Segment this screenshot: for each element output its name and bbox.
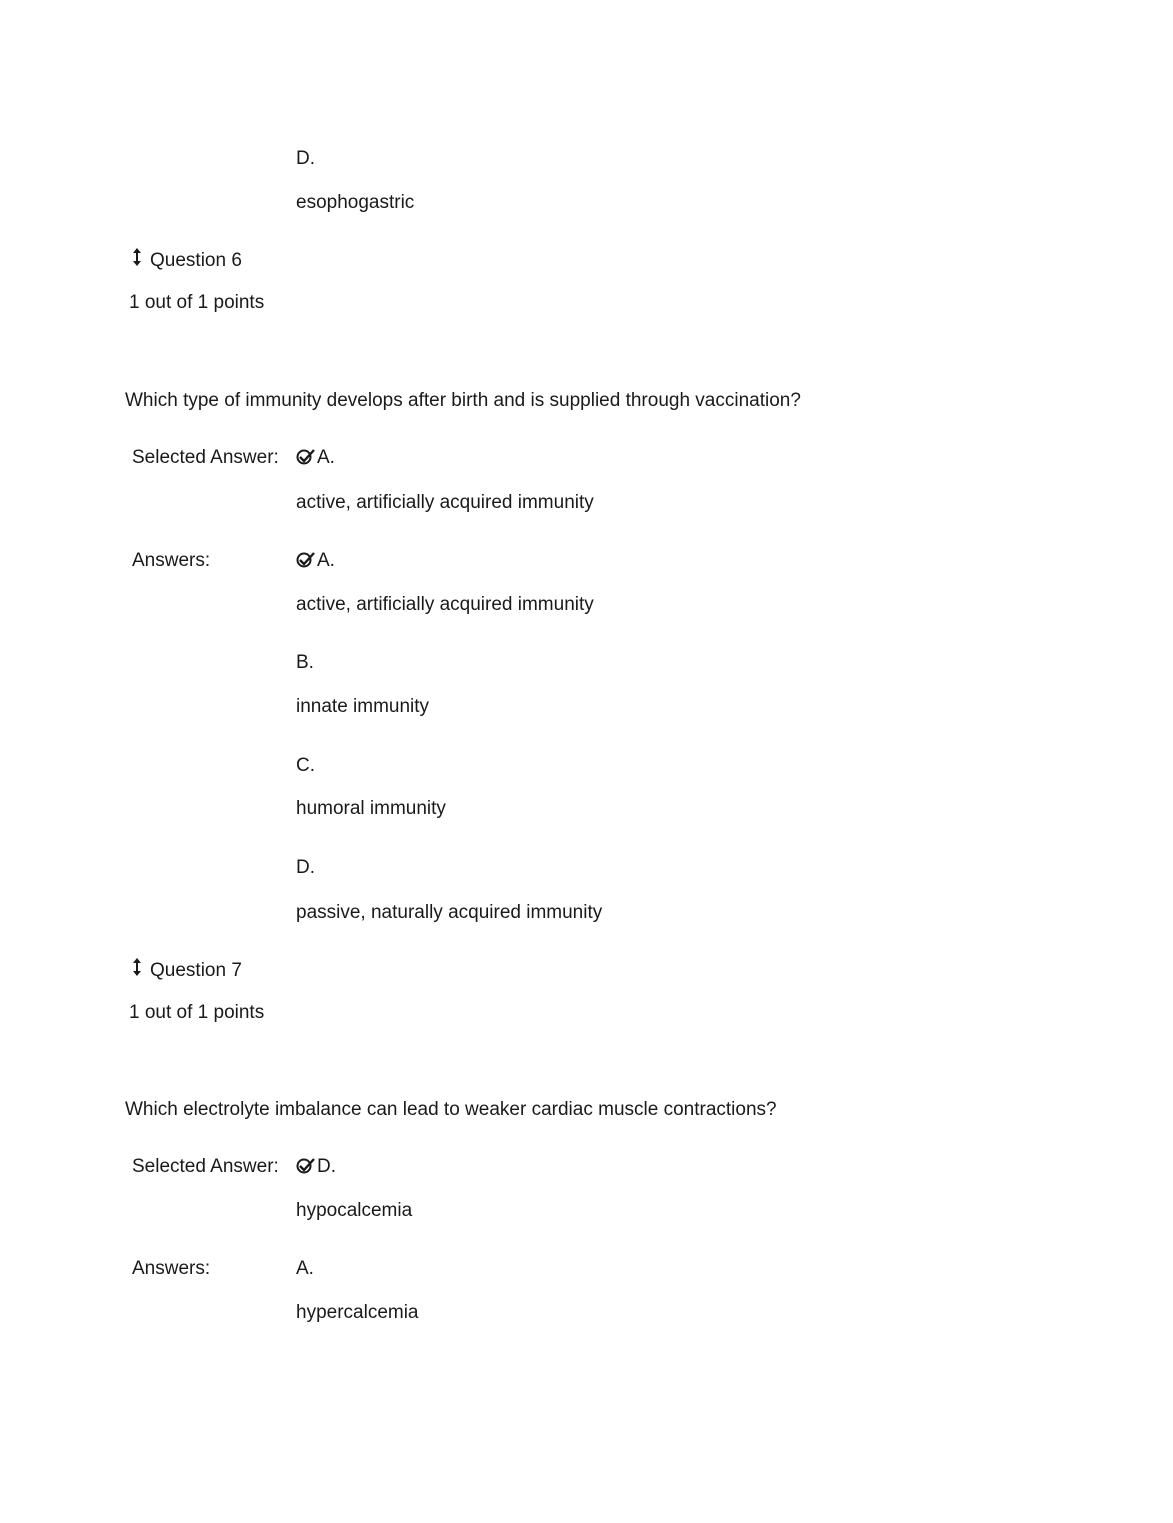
correct-check-icon xyxy=(296,448,316,465)
selected-answer-letter: A. xyxy=(296,446,335,470)
question-6-points: 1 out of 1 points xyxy=(129,292,265,313)
selected-answer-text: hypocalcemia xyxy=(296,1200,413,1221)
correct-check-icon xyxy=(296,1157,316,1174)
answers-label: Answers: xyxy=(132,1258,211,1279)
reorder-arrow-icon[interactable] xyxy=(132,247,146,274)
prev-answer-letter: D. xyxy=(296,148,315,169)
answer-option-text: passive, naturally acquired immunity xyxy=(296,902,603,923)
question-6-header xyxy=(132,247,242,274)
question-6-title: Question 6 xyxy=(150,250,242,271)
question-7-header xyxy=(132,957,242,984)
answer-option-text: active, artificially acquired immunity xyxy=(296,594,594,615)
question-7-text: Which electrolyte imbalance can lead to weaker cardiac muscle contractions? xyxy=(125,1099,777,1120)
selected-answer-text: active, artificially acquired immunity xyxy=(296,492,594,513)
answer-option-letter: D. xyxy=(296,857,315,878)
answer-option-letter: A. xyxy=(296,1258,314,1279)
answer-option-letter: A. xyxy=(296,549,335,573)
answer-option-letter: B. xyxy=(296,652,314,673)
selected-answer-label: Selected Answer: xyxy=(132,1156,279,1177)
answer-option-text: humoral immunity xyxy=(296,798,446,819)
answers-label: Answers: xyxy=(132,550,211,571)
question-7-points: 1 out of 1 points xyxy=(129,1002,265,1023)
correct-check-icon xyxy=(296,551,316,568)
question-6-text: Which type of immunity develops after birth and is supplied through vaccination? xyxy=(125,390,801,411)
reorder-arrow-icon[interactable] xyxy=(132,957,146,984)
question-7-title: Question 7 xyxy=(150,960,242,981)
answer-option-text: innate immunity xyxy=(296,696,430,717)
selected-answer-label: Selected Answer: xyxy=(132,447,279,468)
answer-option-letter: C. xyxy=(296,755,315,776)
prev-answer-text: esophogastric xyxy=(296,192,415,213)
answer-option-text: hypercalcemia xyxy=(296,1302,419,1323)
selected-answer-letter: D. xyxy=(296,1155,336,1179)
